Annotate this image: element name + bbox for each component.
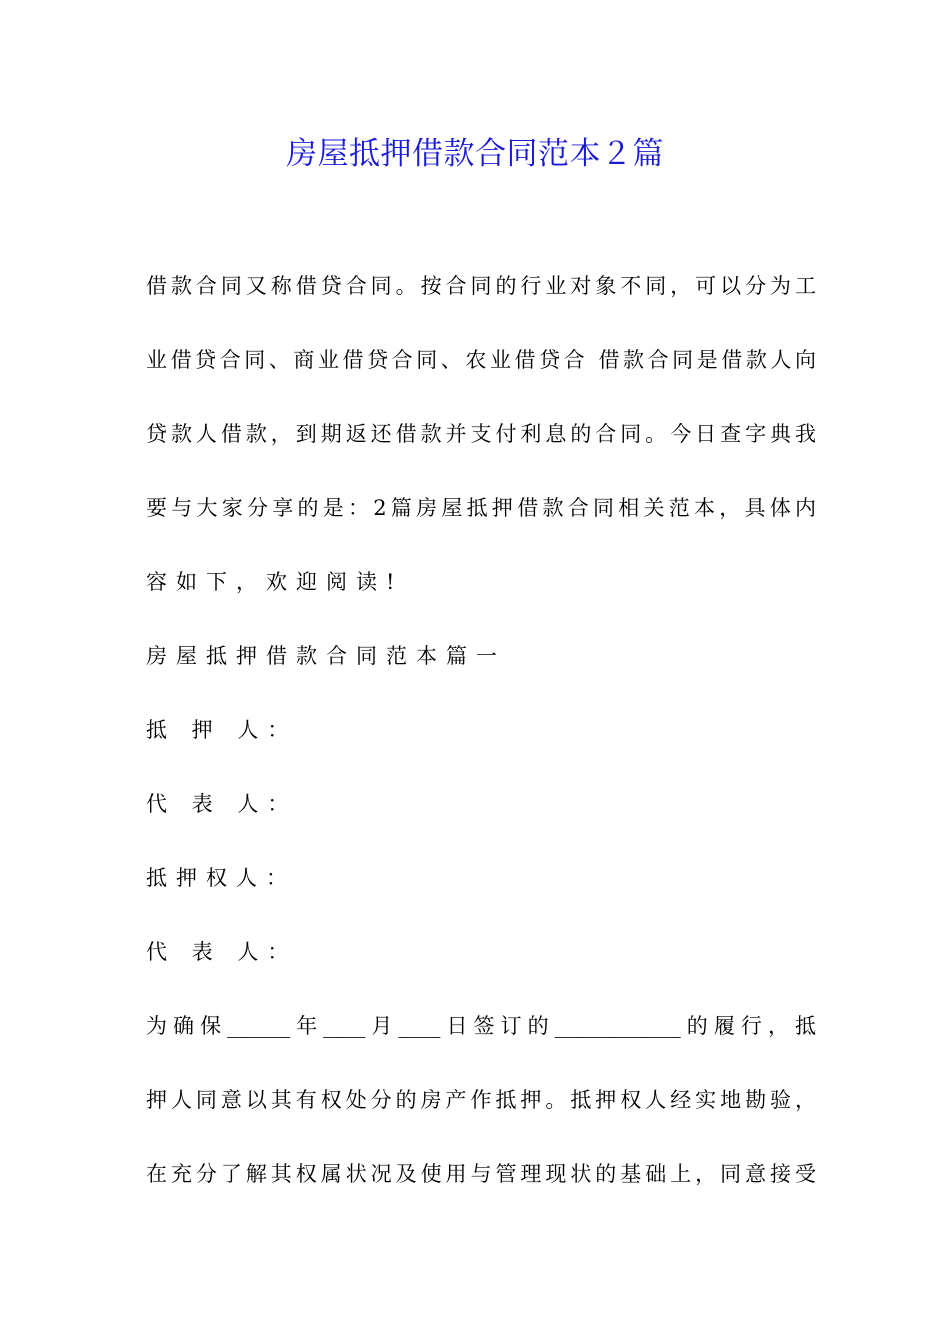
paragraph-line-3: 贷款人借款，到期返还借款并支付利息的合同。今日查字典我	[146, 422, 816, 446]
field-mortgagor-representative: 代 表 人：	[146, 792, 298, 816]
paragraph-line-8: 在充分了解其权属状况及使用与管理现状的基础上，同意接受	[146, 1162, 816, 1186]
paragraph-line-1: 借款合同又称借贷合同。按合同的行业对象不同，可以分为工	[146, 274, 816, 298]
field-mortgagee-representative: 代 表 人：	[146, 940, 298, 964]
paragraph-line-5: 容如下，欢迎阅读!	[146, 570, 404, 594]
field-mortgagee: 抵押权人：	[146, 866, 296, 890]
section-heading: 房屋抵押借款合同范本篇一	[146, 644, 506, 668]
paragraph-line-7: 押人同意以其有权处分的房产作抵押。抵押权人经实地勘验，	[146, 1088, 816, 1112]
field-mortgagor: 抵 押 人：	[146, 718, 298, 742]
paragraph-line-4: 要与大家分享的是：2篇房屋抵押借款合同相关范本，具体内	[146, 496, 816, 520]
paragraph-line-6: 为确保______年____月____日签订的____________的履行，抵	[146, 1014, 816, 1038]
document-title: 房屋抵押借款合同范本２篇	[286, 136, 664, 172]
paragraph-line-2: 业借贷合同、商业借贷合同、农业借贷合 借款合同是借款人向	[146, 348, 816, 372]
